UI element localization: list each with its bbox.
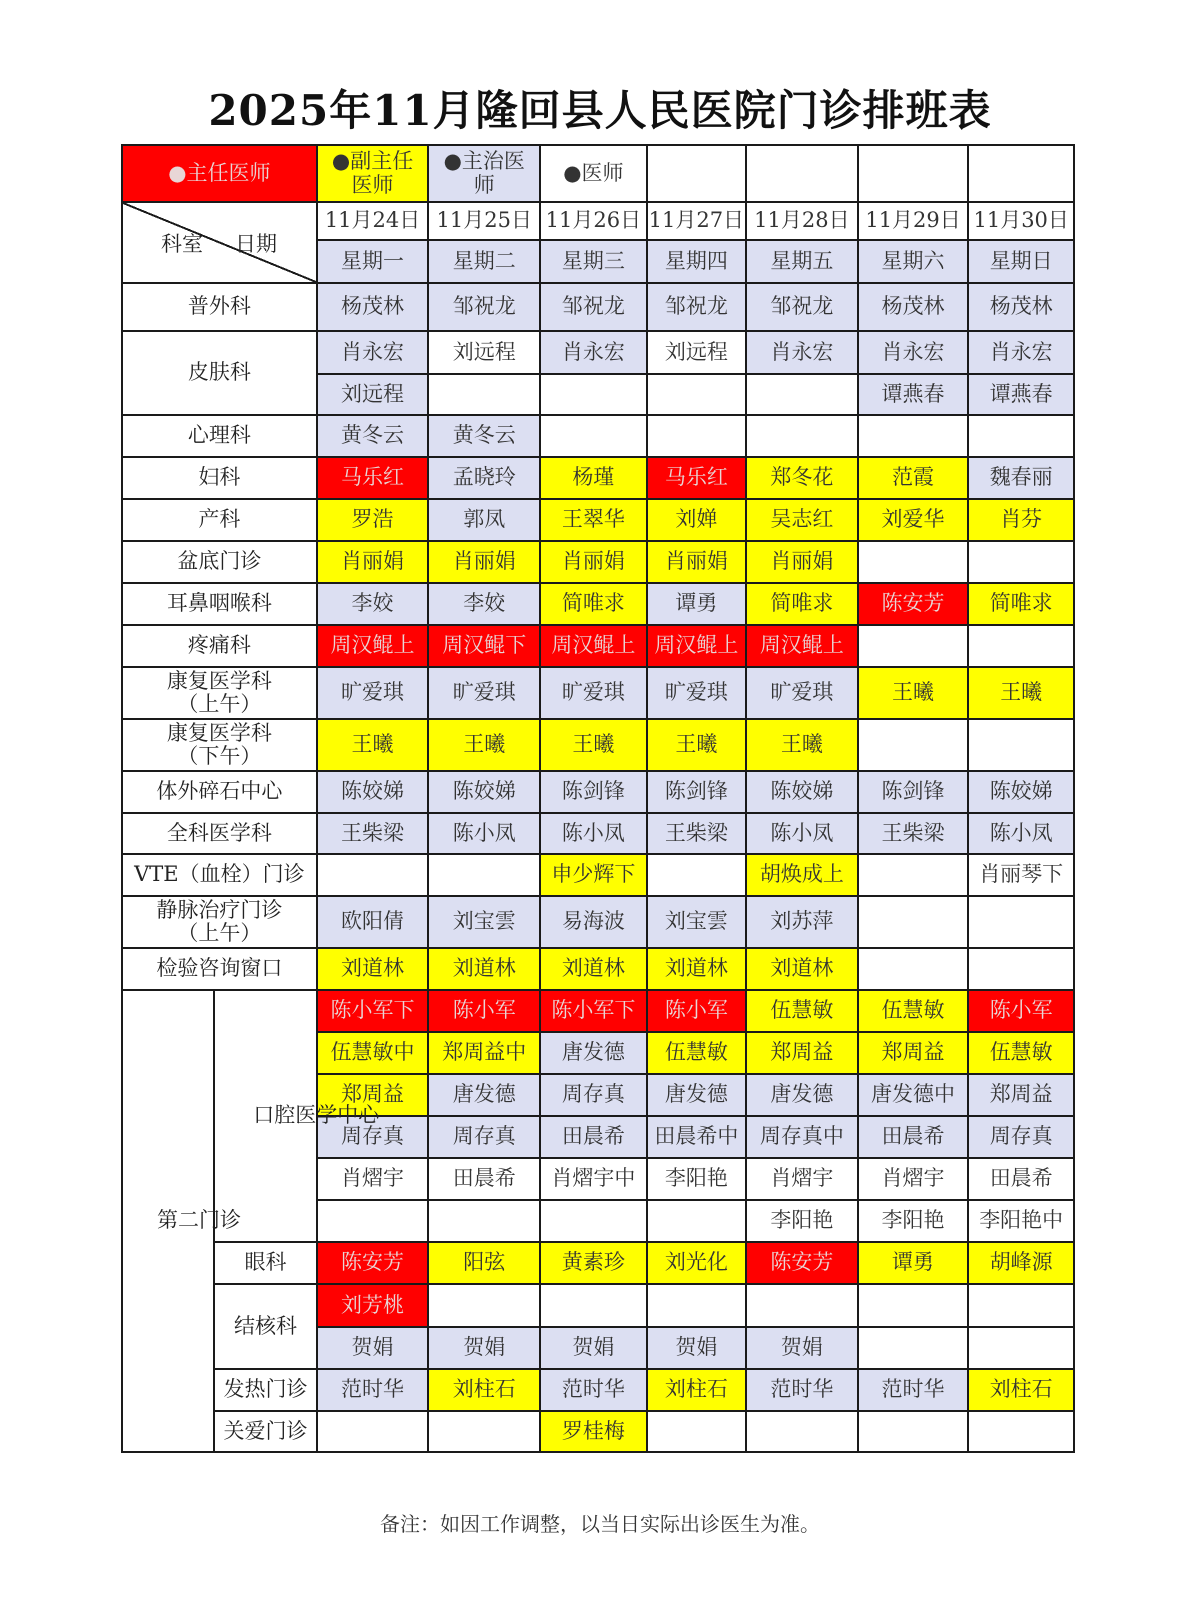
doctor-cell: 胡峰源 [968, 1242, 1074, 1284]
doctor-cell: 肖永宏 [317, 331, 429, 374]
doctor-cell: 肖丽娟 [428, 541, 540, 583]
doctor-cell: 范时华 [746, 1369, 858, 1411]
doctor-cell: 刘宝雲 [647, 896, 746, 948]
doctor-cell: 肖芬 [968, 499, 1074, 541]
doctor-cell: 旷爱琪 [647, 667, 746, 719]
doctor-cell: 刘道林 [540, 948, 647, 990]
schedule-row [122, 541, 1074, 583]
doctor-cell: 胡焕成上 [746, 854, 858, 896]
department-label: 疼痛科 [122, 625, 317, 667]
doctor-cell: 王曦 [317, 719, 429, 771]
doctor-cell: 简唯求 [746, 583, 858, 625]
doctor-cell [428, 1200, 540, 1242]
doctor-cell: 简唯求 [968, 583, 1074, 625]
doctor-cell [647, 374, 746, 415]
doctor-cell: 周存真 [428, 1116, 540, 1158]
schedule-row [122, 896, 1074, 948]
doctor-cell: 肖熠宇 [746, 1158, 858, 1200]
weekday-cell: 星期二 [428, 240, 540, 283]
doctor-cell: 刘柱石 [968, 1369, 1074, 1411]
doctor-cell: 罗浩 [317, 499, 429, 541]
doctor-cell: 李阳艳 [746, 1200, 858, 1242]
doctor-cell: 旷爱琪 [317, 667, 429, 719]
doctor-cell: 肖永宏 [968, 331, 1074, 374]
doctor-cell [968, 541, 1074, 583]
doctor-cell: 谭燕春 [968, 374, 1074, 415]
doctor-cell: 刘宝雲 [428, 896, 540, 948]
department-label: 耳鼻咽喉科 [122, 583, 317, 625]
doctor-cell: 田晨希 [858, 1116, 969, 1158]
doctor-cell: 谭勇 [647, 583, 746, 625]
legend-attending: ●主治医 师 [428, 145, 540, 202]
doctor-cell: 周存真中 [746, 1116, 858, 1158]
doctor-cell [858, 1327, 969, 1369]
doctor-cell: 肖熠宇 [317, 1158, 429, 1200]
doctor-cell: 旷爱琪 [428, 667, 540, 719]
schedule-row [122, 283, 1074, 331]
dept-date-header [122, 202, 317, 283]
doctor-cell: 伍慧敏中 [317, 1032, 429, 1074]
doctor-cell: 郑周益 [968, 1074, 1074, 1116]
doctor-cell: 李阳艳 [858, 1200, 969, 1242]
department-label: 康复医学科 （上午） [122, 667, 317, 719]
doctor-cell [858, 625, 969, 667]
doctor-cell: 伍慧敏 [968, 1032, 1074, 1074]
doctor-cell: 田晨希中 [647, 1116, 746, 1158]
doctor-cell [968, 415, 1074, 457]
dept-label: 科室 [161, 232, 203, 256]
department-label: 妇科 [122, 457, 317, 499]
department-label: 康复医学科 （下午） [122, 719, 317, 771]
doctor-cell [540, 1200, 647, 1242]
schedule-row [122, 583, 1074, 625]
legend-row [122, 145, 1074, 202]
doctor-cell: 刘苏萍 [746, 896, 858, 948]
doctor-cell: 贺娟 [428, 1327, 540, 1369]
doctor-cell: 郭凤 [428, 499, 540, 541]
doctor-cell: 陈小军 [968, 990, 1074, 1032]
date-cell: 11月29日 [858, 202, 969, 240]
doctor-cell: 邹祝龙 [540, 283, 647, 331]
schedule-row [122, 1242, 1074, 1284]
department-label: 发热门诊 [214, 1369, 316, 1411]
date-row [122, 202, 1074, 240]
doctor-cell: 王翠华 [540, 499, 647, 541]
doctor-cell: 罗桂梅 [540, 1411, 647, 1452]
doctor-cell [746, 374, 858, 415]
doctor-cell [428, 1284, 540, 1327]
doctor-cell: 肖丽琴下 [968, 854, 1074, 896]
doctor-cell: 吴志红 [746, 499, 858, 541]
department-label: 产科 [122, 499, 317, 541]
doctor-cell: 陈小凤 [968, 813, 1074, 854]
doctor-cell: 李阳艳 [647, 1158, 746, 1200]
doctor-cell: 陈小凤 [540, 813, 647, 854]
doctor-cell: 黄冬云 [428, 415, 540, 457]
footnote: 备注：如因工作调整，以当日实际出诊医生为准。 [380, 1512, 820, 1536]
doctor-cell: 陈安芳 [746, 1242, 858, 1284]
doctor-cell: 陈剑锋 [647, 771, 746, 813]
schedule-row [122, 854, 1074, 896]
doctor-cell: 范时华 [540, 1369, 647, 1411]
weekday-cell: 星期四 [647, 240, 746, 283]
doctor-cell: 马乐红 [317, 457, 429, 499]
doctor-cell [858, 719, 969, 771]
doctor-cell: 刘光化 [647, 1242, 746, 1284]
doctor-cell [540, 415, 647, 457]
second-clinic-label: 第二门诊 [122, 990, 214, 1452]
doctor-cell [858, 1411, 969, 1452]
doctor-cell: 王曦 [968, 667, 1074, 719]
doctor-cell: 黄冬云 [317, 415, 429, 457]
doctor-cell: 唐发德 [746, 1074, 858, 1116]
doctor-cell: 陈小凤 [746, 813, 858, 854]
date-cell: 11月30日 [968, 202, 1074, 240]
doctor-cell: 贺娟 [540, 1327, 647, 1369]
doctor-cell: 伍慧敏 [647, 1032, 746, 1074]
date-cell: 11月27日 [647, 202, 746, 240]
weekday-cell: 星期日 [968, 240, 1074, 283]
legend-chief: ●主任医师 [122, 145, 317, 202]
doctor-cell: 伍慧敏 [746, 990, 858, 1032]
department-label: 关爱门诊 [214, 1411, 316, 1452]
doctor-cell: 肖永宏 [858, 331, 969, 374]
schedule-table [121, 144, 1075, 1453]
doctor-cell: 伍慧敏 [858, 990, 969, 1032]
weekday-cell: 星期三 [540, 240, 647, 283]
doctor-cell [746, 1411, 858, 1452]
doctor-cell: 唐发德 [647, 1074, 746, 1116]
doctor-cell [968, 896, 1074, 948]
doctor-cell [858, 415, 969, 457]
date-label: 日期 [235, 232, 277, 256]
doctor-cell [746, 415, 858, 457]
legend-associate: ●副主任 医师 [317, 145, 429, 202]
doctor-cell: 谭燕春 [858, 374, 969, 415]
doctor-cell: 旷爱琪 [540, 667, 647, 719]
doctor-cell: 肖永宏 [540, 331, 647, 374]
schedule-row [122, 499, 1074, 541]
doctor-cell: 贺娟 [317, 1327, 429, 1369]
doctor-cell: 陈姣娣 [428, 771, 540, 813]
doctor-cell: 范时华 [858, 1369, 969, 1411]
schedule-row [122, 948, 1074, 990]
date-cell: 11月25日 [428, 202, 540, 240]
doctor-cell: 邹祝龙 [647, 283, 746, 331]
schedule-row [122, 813, 1074, 854]
department-label: 普外科 [122, 283, 317, 331]
schedule-row [122, 771, 1074, 813]
doctor-cell: 周汉鲲上 [317, 625, 429, 667]
doctor-cell [968, 625, 1074, 667]
doctor-cell: 肖丽娟 [746, 541, 858, 583]
department-label: 皮肤科 [122, 331, 317, 415]
doctor-cell [858, 854, 969, 896]
doctor-cell: 刘道林 [428, 948, 540, 990]
department-label: 眼科 [214, 1242, 316, 1284]
schedule-row [122, 1411, 1074, 1452]
department-label: VTE（血栓）门诊 [122, 854, 317, 896]
doctor-cell [858, 948, 969, 990]
schedule-row [122, 1369, 1074, 1411]
doctor-cell: 邹祝龙 [746, 283, 858, 331]
doctor-cell: 陈安芳 [317, 1242, 429, 1284]
doctor-cell [968, 1327, 1074, 1369]
doctor-cell: 周汉鲲上 [647, 625, 746, 667]
doctor-cell: 刘爱华 [858, 499, 969, 541]
doctor-cell [968, 1411, 1074, 1452]
doctor-cell: 旷爱琪 [746, 667, 858, 719]
page-title: 2025年11月隆回县人民医院门诊排班表 [208, 86, 992, 135]
doctor-cell: 申少辉下 [540, 854, 647, 896]
doctor-cell: 肖丽娟 [647, 541, 746, 583]
doctor-cell: 肖丽娟 [317, 541, 429, 583]
doctor-cell: 刘道林 [746, 948, 858, 990]
doctor-cell: 刘道林 [317, 948, 429, 990]
doctor-cell: 简唯求 [540, 583, 647, 625]
doctor-cell [317, 1411, 429, 1452]
schedule-row [122, 415, 1074, 457]
doctor-cell: 王曦 [428, 719, 540, 771]
date-cell: 11月24日 [317, 202, 429, 240]
doctor-cell: 唐发德 [428, 1074, 540, 1116]
doctor-cell: 王曦 [858, 667, 969, 719]
weekday-cell: 星期一 [317, 240, 429, 283]
doctor-cell [858, 541, 969, 583]
department-label: 检验咨询窗口 [122, 948, 317, 990]
doctor-cell: 谭勇 [858, 1242, 969, 1284]
doctor-cell: 肖永宏 [746, 331, 858, 374]
doctor-cell: 陈小军下 [317, 990, 429, 1032]
doctor-cell: 欧阳倩 [317, 896, 429, 948]
doctor-cell: 陈小军 [428, 990, 540, 1032]
doctor-cell: 周汉鲲下 [428, 625, 540, 667]
doctor-cell: 范时华 [317, 1369, 429, 1411]
doctor-cell [540, 374, 647, 415]
date-cell: 11月28日 [746, 202, 858, 240]
department-label: 全科医学科 [122, 813, 317, 854]
doctor-cell: 李姣 [428, 583, 540, 625]
doctor-cell: 周汉鲲上 [746, 625, 858, 667]
doctor-cell: 郑周益 [746, 1032, 858, 1074]
stomatology-label: 口腔医学中心 [214, 990, 316, 1242]
department-label: 心理科 [122, 415, 317, 457]
schedule-row [122, 1284, 1074, 1327]
schedule-row [122, 719, 1074, 771]
doctor-cell: 贺娟 [746, 1327, 858, 1369]
department-label: 结核科 [214, 1284, 316, 1369]
doctor-cell: 陈剑锋 [858, 771, 969, 813]
doctor-cell [647, 1284, 746, 1327]
doctor-cell: 肖丽娟 [540, 541, 647, 583]
doctor-cell: 范霞 [858, 457, 969, 499]
doctor-cell: 陈姣娣 [968, 771, 1074, 813]
schedule-row [122, 457, 1074, 499]
doctor-cell: 刘婵 [647, 499, 746, 541]
doctor-cell: 肖熠宇中 [540, 1158, 647, 1200]
date-cell: 11月26日 [540, 202, 647, 240]
doctor-cell: 唐发德中 [858, 1074, 969, 1116]
doctor-cell [647, 1411, 746, 1452]
doctor-cell: 刘远程 [647, 331, 746, 374]
doctor-cell: 魏春丽 [968, 457, 1074, 499]
doctor-cell: 周汉鲲上 [540, 625, 647, 667]
doctor-cell: 田晨希 [428, 1158, 540, 1200]
weekday-cell: 星期五 [746, 240, 858, 283]
doctor-cell [540, 1284, 647, 1327]
doctor-cell: 陈姣娣 [317, 771, 429, 813]
doctor-cell: 田晨希 [540, 1116, 647, 1158]
doctor-cell [968, 948, 1074, 990]
doctor-cell: 杨茂林 [968, 283, 1074, 331]
doctor-cell: 李姣 [317, 583, 429, 625]
doctor-cell: 王曦 [746, 719, 858, 771]
schedule-row [122, 990, 1074, 1032]
schedule-row [122, 625, 1074, 667]
doctor-cell: 刘道林 [647, 948, 746, 990]
doctor-cell: 刘柱石 [428, 1369, 540, 1411]
doctor-cell: 贺娟 [647, 1327, 746, 1369]
doctor-cell: 郑周益 [858, 1032, 969, 1074]
doctor-cell: 陈姣娣 [746, 771, 858, 813]
doctor-cell [647, 415, 746, 457]
doctor-cell: 田晨希 [968, 1158, 1074, 1200]
doctor-cell: 马乐红 [647, 457, 746, 499]
doctor-cell: 刘远程 [317, 374, 429, 415]
doctor-cell: 杨瑾 [540, 457, 647, 499]
doctor-cell: 易海波 [540, 896, 647, 948]
schedule-row [122, 331, 1074, 374]
doctor-cell: 王曦 [647, 719, 746, 771]
doctor-cell: 王曦 [540, 719, 647, 771]
doctor-cell: 郑冬花 [746, 457, 858, 499]
weekday-cell: 星期六 [858, 240, 969, 283]
doctor-cell [858, 896, 969, 948]
doctor-cell [746, 1284, 858, 1327]
doctor-cell [968, 1284, 1074, 1327]
doctor-cell [428, 1411, 540, 1452]
doctor-cell: 杨茂林 [858, 283, 969, 331]
doctor-cell: 王柴梁 [317, 813, 429, 854]
legend-resident: ●医师 [540, 145, 647, 202]
doctor-cell: 黄素珍 [540, 1242, 647, 1284]
department-label: 体外碎石中心 [122, 771, 317, 813]
doctor-cell: 王柴梁 [858, 813, 969, 854]
doctor-cell: 陈安芳 [858, 583, 969, 625]
doctor-cell [428, 854, 540, 896]
doctor-cell [647, 854, 746, 896]
doctor-cell: 陈小军下 [540, 990, 647, 1032]
doctor-cell: 周存真 [540, 1074, 647, 1116]
doctor-cell: 陈剑锋 [540, 771, 647, 813]
doctor-cell: 王柴梁 [647, 813, 746, 854]
doctor-cell: 周存真 [968, 1116, 1074, 1158]
doctor-cell: 刘芳桃 [317, 1284, 429, 1327]
doctor-cell [428, 374, 540, 415]
doctor-cell: 李阳艳中 [968, 1200, 1074, 1242]
doctor-cell: 陈小军 [647, 990, 746, 1032]
doctor-cell: 刘柱石 [647, 1369, 746, 1411]
doctor-cell: 周存真 [317, 1116, 429, 1158]
doctor-cell: 孟晓玲 [428, 457, 540, 499]
doctor-cell: 刘远程 [428, 331, 540, 374]
schedule-row [122, 667, 1074, 719]
doctor-cell: 邹祝龙 [428, 283, 540, 331]
doctor-cell [317, 854, 429, 896]
department-label: 静脉治疗门诊 （上午） [122, 896, 317, 948]
doctor-cell: 郑周益中 [428, 1032, 540, 1074]
doctor-cell [968, 719, 1074, 771]
doctor-cell [647, 1200, 746, 1242]
doctor-cell: 肖熠宇 [858, 1158, 969, 1200]
doctor-cell [858, 1284, 969, 1327]
doctor-cell: 唐发德 [540, 1032, 647, 1074]
doctor-cell: 杨茂林 [317, 283, 429, 331]
doctor-cell: 郑周益 [317, 1074, 429, 1116]
doctor-cell: 阳弦 [428, 1242, 540, 1284]
department-label: 盆底门诊 [122, 541, 317, 583]
doctor-cell: 陈小凤 [428, 813, 540, 854]
doctor-cell [317, 1200, 429, 1242]
